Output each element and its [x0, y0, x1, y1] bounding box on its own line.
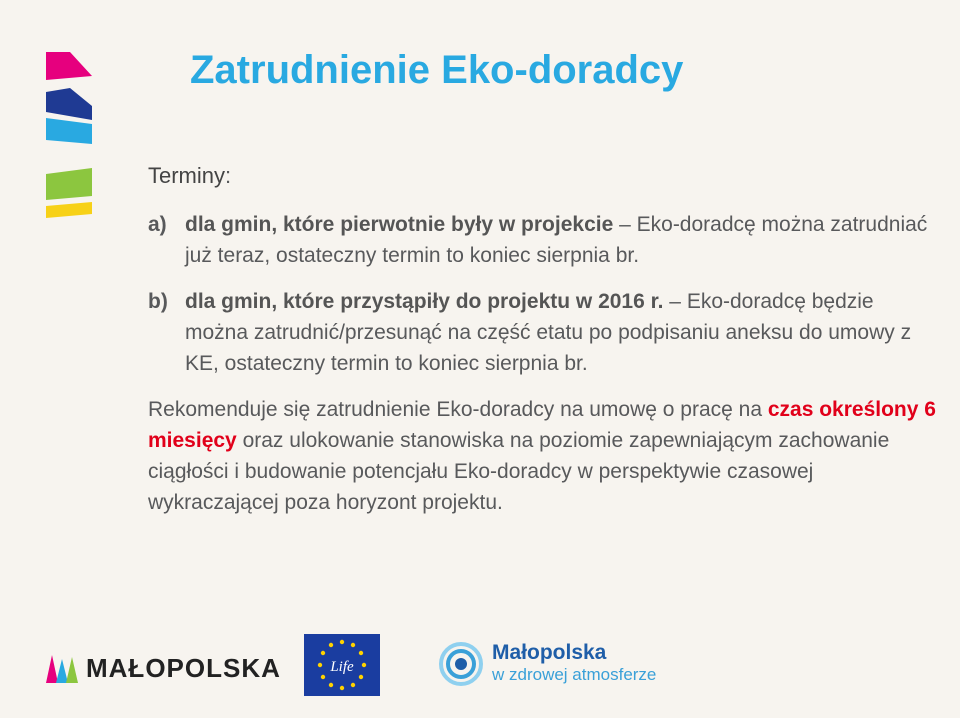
list-item: [148, 286, 938, 379]
slide-content: [148, 160, 938, 518]
stripe-magenta: [46, 52, 92, 80]
item-label: b): [148, 290, 168, 313]
mzda-line1: Małopolska: [492, 641, 607, 664]
item-text: – Eko-doradcę można zatrudniać już teraz, ostateczny termin to koniec sierpnia br.: [185, 213, 928, 267]
malopolska-zdrowa-atmosfera-logo: [438, 634, 656, 694]
terms-heading: [148, 160, 938, 191]
malopolska-logo-text: MAŁOPOLSKA: [86, 652, 281, 683]
stripe-navy: [46, 88, 92, 120]
eu-life-text: Life: [330, 659, 354, 675]
list-item: [148, 209, 938, 271]
item-label: a): [148, 213, 167, 236]
decorative-stripes: [0, 0, 120, 240]
circles-logo-icon: [438, 641, 484, 687]
page-title: Zatrudnienie Eko-doradcy: [190, 48, 684, 92]
recommendation-text-after: oraz ulokowanie stanowiska na poziomie zapewniającym zachowanie ciągłości i budowanie potencjału Eko-doradcy w perspektywie czasowej wykraczającej poza horyzont projektu.: [148, 429, 890, 514]
stripe-blue: [46, 118, 92, 144]
recommendation-text-before: Rekomenduje się zatrudnienie Eko-doradcy na umowę o pracę na: [148, 398, 768, 421]
terms-label: Terminy: [148, 163, 226, 188]
recommendation-highlight: czas określony 6 miesięcy: [148, 398, 936, 452]
item-text: – Eko-doradcę będzie można zatrudnić/przesunąć na część etatu po podpisaniu aneksu do umowy z KE, ostateczny termin to koniec sierpnia br.: [185, 290, 912, 375]
mzda-line2: w zdrowej atmosferze: [492, 665, 657, 684]
recommendation-paragraph: [148, 394, 938, 518]
item-bold-text: dla gmin, które przystąpiły do projektu w 2016 r.: [185, 290, 664, 313]
item-bold-text: dla gmin, które pierwotnie były w projekcie: [185, 213, 614, 236]
malopolska-logo-icon: [44, 651, 78, 685]
footer-logos: [0, 630, 960, 710]
stripe-yellow: [46, 202, 92, 218]
terms-colon: :: [225, 163, 232, 188]
stripe-green: [46, 168, 92, 200]
malopolska-logo: [44, 648, 281, 688]
eu-life-logo: [304, 634, 380, 696]
